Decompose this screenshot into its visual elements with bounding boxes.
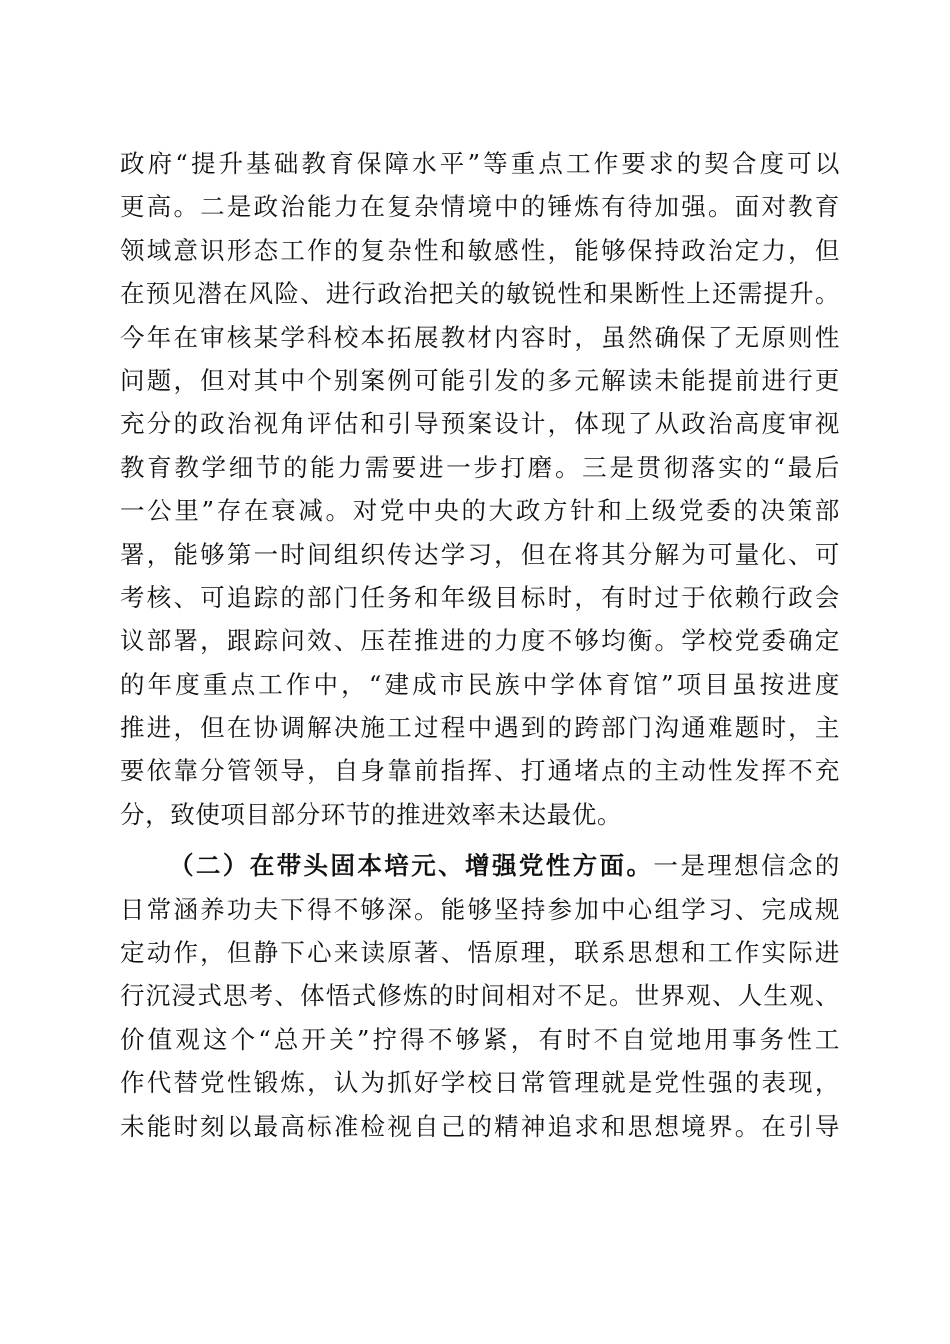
- paragraph-1-line-9: 一公里”存在衰减。对党中央的大政方针和上级党委的决策部: [120, 496, 840, 526]
- paragraph-1-line-5: 今年在审核某学科校本拓展教材内容时，虽然确保了无原则性: [120, 322, 840, 352]
- paragraph-2-line-2: 日常涵养功夫下得不够深。能够坚持参加中心组学习、完成规: [120, 894, 840, 924]
- paragraph-1-line-3: 领域意识形态工作的复杂性和敏感性，能够保持政治定力，但: [120, 235, 840, 265]
- paragraph-2-line-1: [120, 844, 840, 887]
- paragraph-1-line-14: 推进，但在协调解决施工过程中遇到的跨部门沟通难题时，主: [120, 713, 840, 743]
- paragraph-1-line-11: 考核、可追踪的部门任务和年级目标时，有时过于依赖行政会: [120, 582, 840, 612]
- paragraph-1-line-2: 更高。二是政治能力在复杂情境中的锤炼有待加强。面对教育: [120, 192, 840, 222]
- paragraph-2-line-1-rest: 一是理想信念的: [653, 851, 840, 881]
- paragraph-2-line-6: 作代替党性锻炼，认为抓好学校日常管理就是党性强的表现，: [120, 1068, 840, 1098]
- paragraph-1-line-10: 署，能够第一时间组织传达学习，但在将其分解为可量化、可: [120, 539, 840, 569]
- paragraph-1-line-16: 分，致使项目部分环节的推进效率未达最优。: [120, 799, 622, 829]
- paragraph-1-line-1: 政府“提升基础教育保障水平”等重点工作要求的契合度可以: [120, 149, 840, 178]
- document-body: [120, 142, 840, 1148]
- paragraph-spacer: [120, 836, 840, 844]
- paragraph-2-line-5: 价值观这个“总开关”拧得不够紧，有时不自觉地用事务性工: [120, 1024, 840, 1054]
- paragraph-2-line-4: 行沉浸式思考、体悟式修炼的时间相对不足。世界观、人生观、: [120, 981, 840, 1011]
- paragraph-1-line-13: 的年度重点工作中，“建成市民族中学体育馆”项目虽按进度: [120, 669, 840, 699]
- paragraph-1-line-4: 在预见潜在风险、进行政治把关的敏锐性和果断性上还需提升。: [120, 279, 840, 309]
- paragraph-1-line-15: 要依靠分管领导，自身靠前指挥、打通堵点的主动性发挥不充: [120, 756, 840, 786]
- paragraph-1-line-12: 议部署，跟踪问效、压茬推进的力度不够均衡。学校党委确定: [120, 626, 840, 656]
- paragraph-2-line-3: 定动作，但静下心来读原著、悟原理，联系思想和工作实际进: [120, 938, 840, 968]
- section-heading: （二）在带头固本培元、增强党性方面。: [169, 851, 654, 881]
- paragraph-1-line-6: 问题，但对其中个别案例可能引发的多元解读未能提前进行更: [120, 365, 840, 395]
- paragraph-2-line-7: 未能时刻以最高标准检视自己的精神追求和思想境界。在引导: [120, 1111, 840, 1141]
- paragraph-1-line-7: 充分的政治视角评估和引导预案设计，体现了从政治高度审视: [120, 409, 840, 439]
- paragraph-1-line-8: 教育教学细节的能力需要进一步打磨。三是贯彻落实的“最后: [120, 452, 840, 482]
